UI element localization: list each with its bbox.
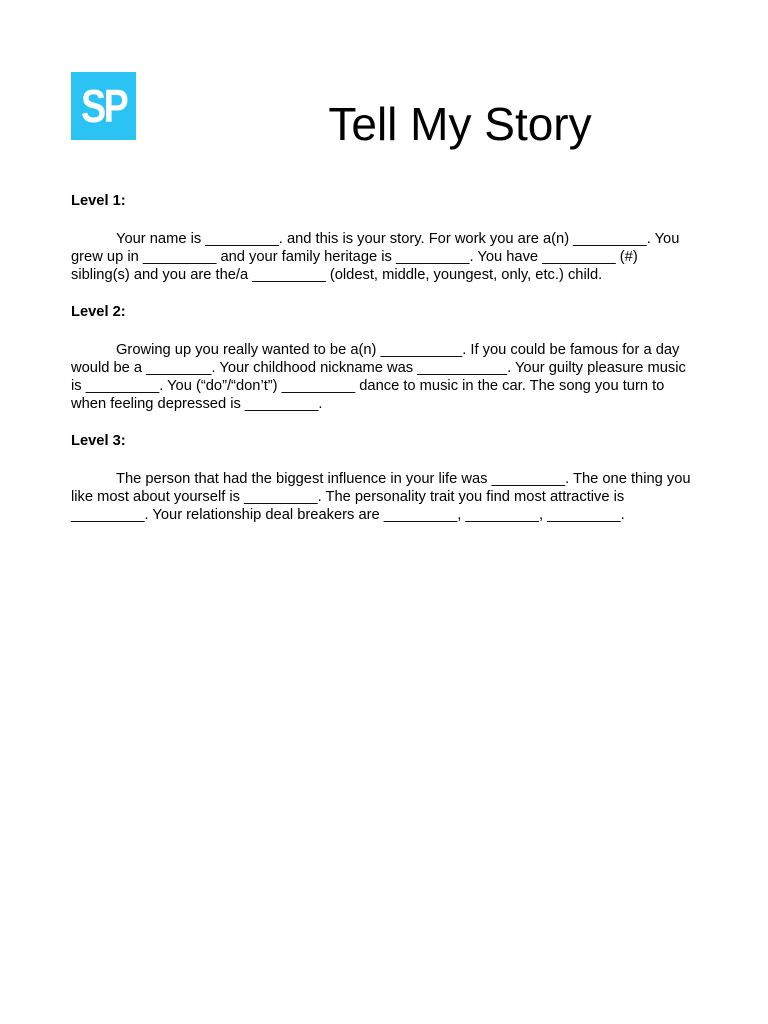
page-title: Tell My Story — [328, 98, 592, 150]
level-2-heading: Level 2: — [71, 304, 126, 320]
level-1-text: Your name is _________. and this is your story. For work you are a(n) _________. You grew up in _________ and your family heritage is _________. You have _________ (#) sibling(s) and you are the/a _________ (oldest, middle, youngest, only, etc.) child. — [71, 231, 680, 283]
sp-logo — [71, 72, 136, 140]
level-3-heading: Level 3: — [71, 433, 126, 449]
level-2-text: Growing up you really wanted to be a(n) __________. If you could be famous for a day would be a ________. Your childhood nickname was ___________. Your guilty pleasure music is _________. You (“do”/“don’t”) _________ dance to music in the car. The song you turn to when feeling depressed is _________. — [71, 342, 686, 412]
logo-text: SP — [80, 80, 127, 132]
story-content — [71, 192, 691, 543]
level-1-heading: Level 1: — [71, 193, 126, 209]
level-3-text: The person that had the biggest influence in your life was _________. The one thing you like most about yourself is _________. The personality trait you find most attractive is _________. Your relationship deal breakers are _________, _________, _________. — [71, 471, 691, 523]
